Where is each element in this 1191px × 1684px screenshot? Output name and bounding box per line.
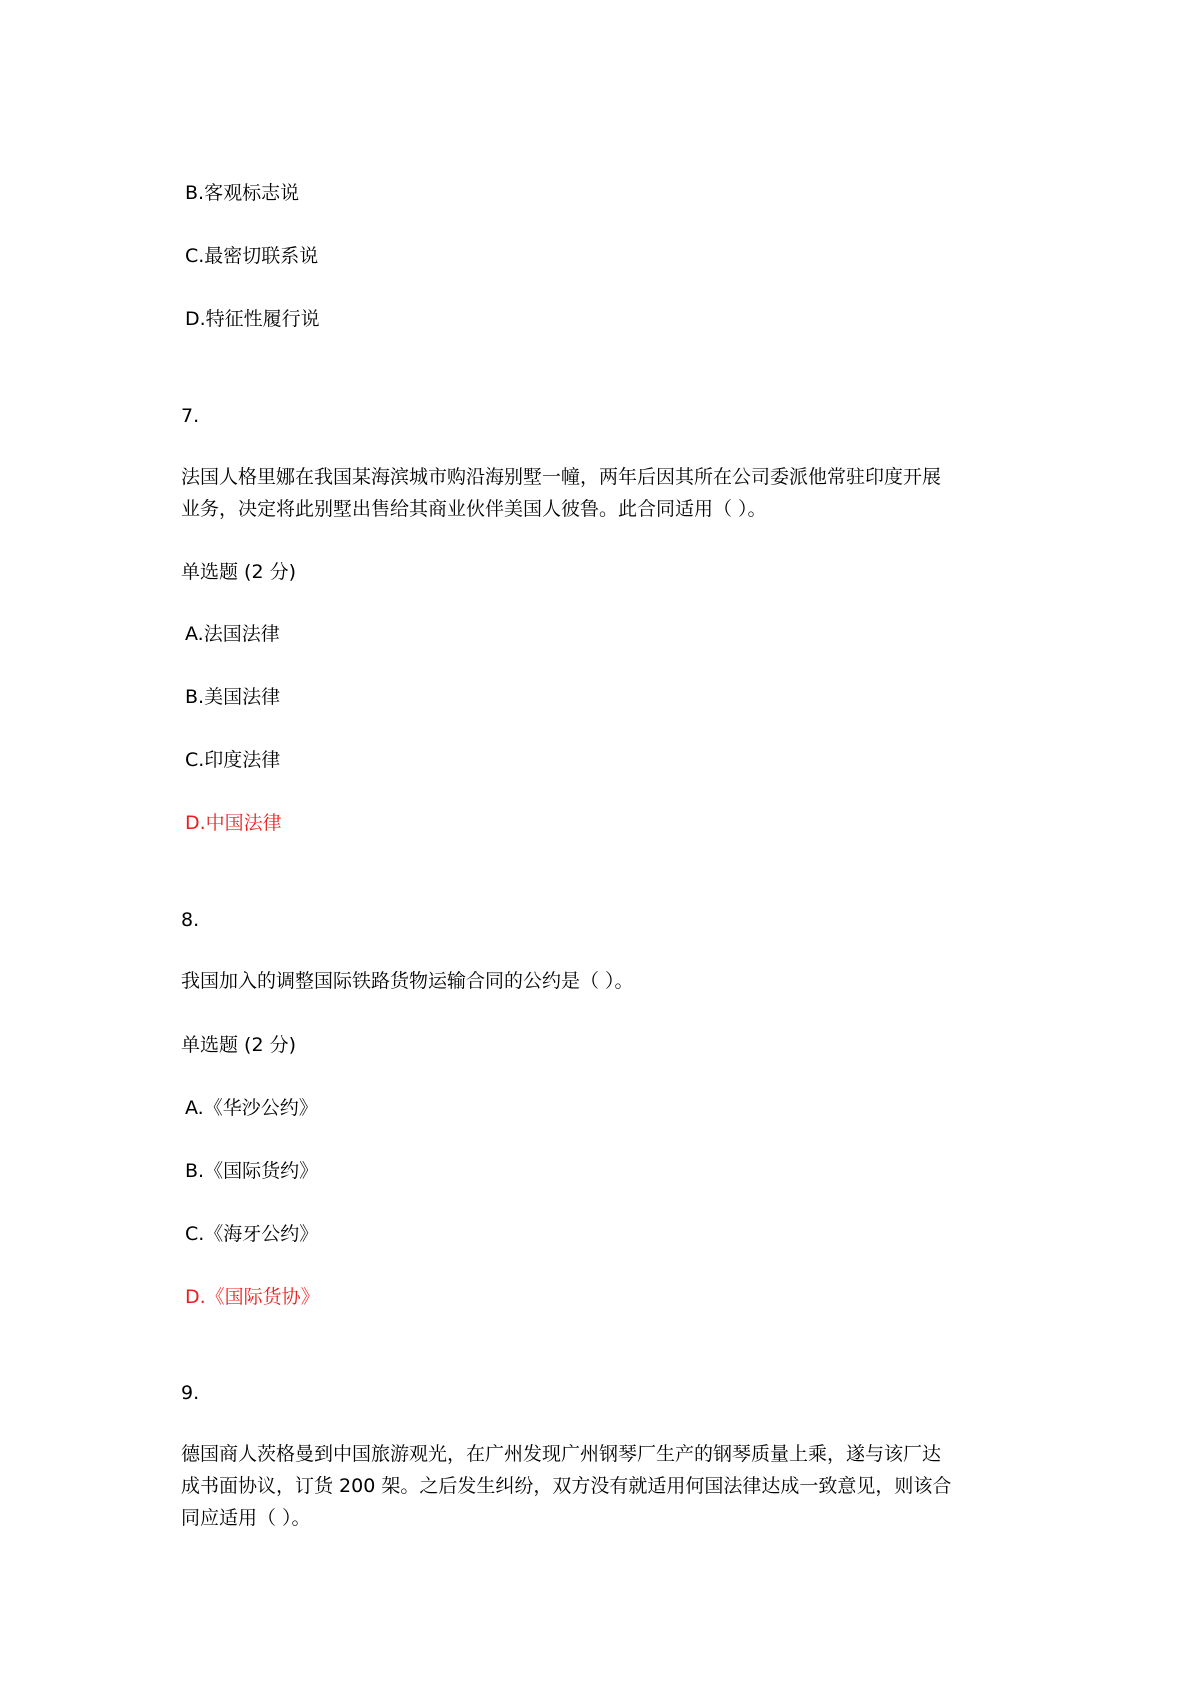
option-d-correct: D.《国际货协》 xyxy=(185,1286,320,1308)
option-c: C.《海牙公约》 xyxy=(185,1223,319,1245)
question-stem xyxy=(181,965,1021,997)
option-b: B.《国际货约》 xyxy=(185,1160,319,1182)
question-stem xyxy=(181,461,1021,525)
option-a: A.《华沙公约》 xyxy=(185,1097,318,1119)
question-stem-line: 法国人格里娜在我国某海滨城市购沿海别墅一幢，两年后因其所在公司委派他常驻印度开展 xyxy=(181,466,942,488)
question-stem-line: 我国加入的调整国际铁路货物运输合同的公约是（ ）。 xyxy=(181,970,634,992)
question-stem-line: 德国商人茨格曼到中国旅游观光，在广州发现广州钢琴厂生产的钢琴质量上乘，遂与该厂达 xyxy=(181,1443,942,1465)
question-number: 8. xyxy=(181,909,200,931)
option-b: B.客观标志说 xyxy=(185,182,300,204)
question-number: 9. xyxy=(181,1382,200,1404)
question-stem-line: 成书面协议，订货 200 架。之后发生纠纷，双方没有就适用何国法律达成一致意见，则该合 xyxy=(181,1475,952,1497)
option-b: B.美国法律 xyxy=(185,686,281,708)
question-stem xyxy=(181,1438,1021,1534)
question-stem-line: 业务，决定将此别墅出售给其商业伙伴美国人彼鲁。此合同适用（ ）。 xyxy=(181,498,767,520)
option-c: C.最密切联系说 xyxy=(185,245,319,267)
question-type: 单选题 (2 分) xyxy=(181,561,296,583)
option-d-correct: D.中国法律 xyxy=(185,812,282,834)
question-stem-line: 同应适用（ ）。 xyxy=(181,1507,311,1529)
question-number: 7. xyxy=(181,405,200,427)
question-type: 单选题 (2 分) xyxy=(181,1034,296,1056)
option-c: C.印度法律 xyxy=(185,749,281,771)
option-a: A.法国法律 xyxy=(185,623,280,645)
option-d: D.特征性履行说 xyxy=(185,308,320,330)
